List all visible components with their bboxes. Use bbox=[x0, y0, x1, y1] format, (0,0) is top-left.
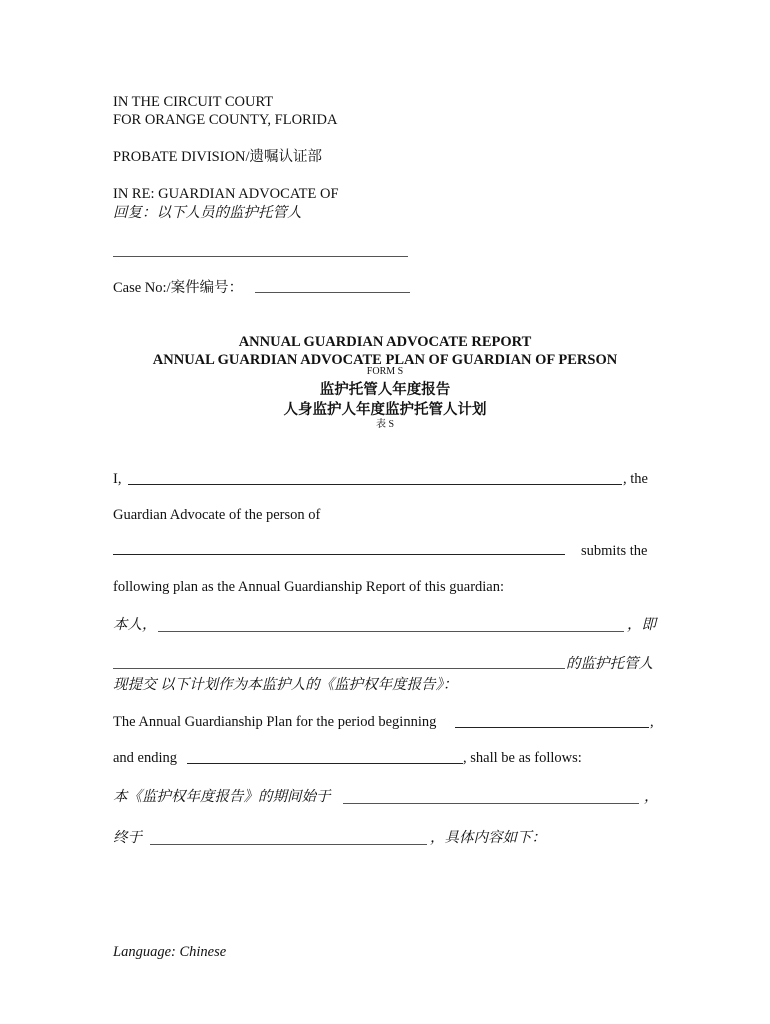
in-re-label-cn: 回复：以下人员的监护托管人 bbox=[113, 205, 302, 221]
period-end-field[interactable] bbox=[187, 763, 463, 764]
following-plan-text: following plan as the Annual Guardianship Report of this guardian: bbox=[113, 579, 505, 595]
guardian-of-label: Guardian Advocate of the person of bbox=[113, 507, 321, 523]
period-start-field-cn[interactable] bbox=[343, 803, 639, 804]
form-label-cn: 表 S bbox=[375, 419, 395, 430]
i-prefix: I, bbox=[113, 471, 122, 487]
period-end-field-cn[interactable] bbox=[150, 844, 427, 845]
plan-title-cn: 人身监护人年度监护托管人计划 bbox=[283, 402, 487, 418]
court-name: IN THE CIRCUIT COURT bbox=[113, 94, 274, 110]
case-number-field[interactable] bbox=[255, 292, 410, 293]
person-name-field-cn[interactable] bbox=[113, 668, 565, 669]
the-suffix: , the bbox=[623, 471, 648, 487]
report-title: ANNUAL GUARDIAN ADVOCATE REPORT bbox=[238, 334, 532, 350]
in-re-label: IN RE: GUARDIAN ADVOCATE OF bbox=[113, 186, 339, 202]
period-beginning-label: The Annual Guardianship Plan for the period beginning bbox=[113, 714, 437, 730]
period-start-field[interactable] bbox=[455, 727, 649, 728]
guardian-name-field[interactable] bbox=[128, 484, 622, 485]
cn-follows-text: ，具体内容如下： bbox=[430, 830, 546, 846]
court-county: FOR ORANGE COUNTY, FLORIDA bbox=[113, 112, 338, 128]
cn-ji-suffix: ，即 bbox=[627, 617, 656, 633]
guardian-name-field-cn[interactable] bbox=[158, 631, 624, 632]
plan-title: ANNUAL GUARDIAN ADVOCATE PLAN OF GUARDIAN OF PERSON bbox=[152, 352, 618, 368]
ward-name-field[interactable] bbox=[113, 256, 408, 257]
cn-period-comma: ， bbox=[644, 789, 659, 805]
cn-i-prefix: 本人， bbox=[113, 617, 157, 633]
and-ending-label: and ending bbox=[113, 750, 178, 766]
as-follows-text: , shall be as follows: bbox=[463, 750, 582, 766]
report-title-cn: 监护托管人年度报告 bbox=[319, 382, 451, 398]
person-name-field[interactable] bbox=[113, 554, 565, 555]
cn-guardian-suffix: 的监护托管人 bbox=[566, 656, 653, 672]
form-label: FORM S bbox=[366, 366, 404, 377]
cn-end-label: 终于 bbox=[113, 830, 142, 846]
cn-period-label: 本《监护权年度报告》的期间始于 bbox=[113, 789, 331, 805]
language-label: Language: Chinese bbox=[113, 944, 227, 960]
probate-division: PROBATE DIVISION/遗嘱认证部 bbox=[113, 149, 323, 165]
period-comma: , bbox=[650, 714, 654, 730]
cn-submit-text: 现提交 以下计划作为本监护人的《监护权年度报告》： bbox=[113, 677, 458, 693]
case-number-label: Case No:/案件编号： bbox=[113, 280, 244, 296]
submits-the: submits the bbox=[581, 543, 648, 559]
